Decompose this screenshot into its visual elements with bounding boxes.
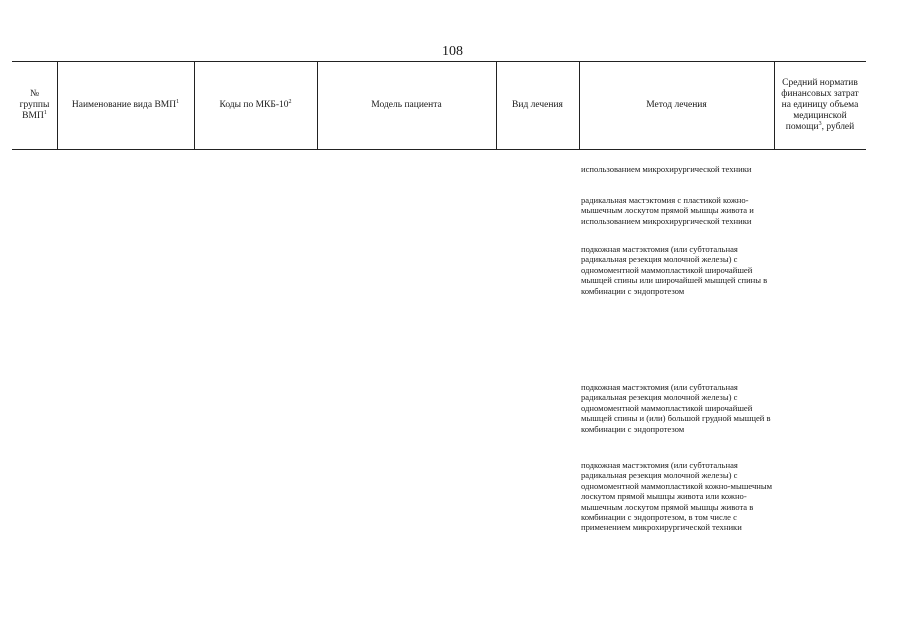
table-header [12, 61, 866, 150]
header-treatment-method: Метод лечения [646, 100, 707, 110]
method-entry: подкожная мастэктомия (или субтотальная радикальная резекция молочной железы) с одномоментной маммопластикой широчайшей мышцей спины и (или) большой грудной мышцей в комбинации с эндопротезом [581, 382, 771, 434]
header-avg-cost: Средний норматив финансовых затрат на единицу объема медицинской помощи$^3$, рублей [781, 78, 859, 132]
header-vmp-name: Наименование вида ВМП$^1$ [71, 98, 180, 110]
header-group-no: № группы ВМП$^1$ [19, 89, 50, 121]
method-entry: подкожная мастэктомия (или субтотальная радикальная резекция молочной железы) с одномоментной маммопластикой широчайшей мышцей спины или широчайшей мышцей спины в комбинации с эндопротезом [581, 244, 768, 296]
method-entry: использованием микрохирургической техники [581, 164, 752, 174]
header-patient-model: Модель пациента [371, 100, 442, 110]
header-icd-codes: Коды по МКБ-$10^2$ [219, 98, 292, 110]
header-treatment-type: Вид лечения [512, 100, 563, 110]
page-number: 108 [442, 44, 463, 59]
method-entry: подкожная мастэктомия (или субтотальная радикальная резекция молочной железы) с одномоментной маммопластикой кожно-мышечным лоскутом прямой мышцы живота или кожно-мышечным лоскутом прямой мышцы живота в комбинации с эндопротезом, в том числе с применением микрохирургической техники [581, 460, 773, 533]
method-entry: радикальная мастэктомия с пластикой кожно-мышечным лоскутом прямой мышцы живота и использованием микрохирургической техники [581, 195, 754, 226]
